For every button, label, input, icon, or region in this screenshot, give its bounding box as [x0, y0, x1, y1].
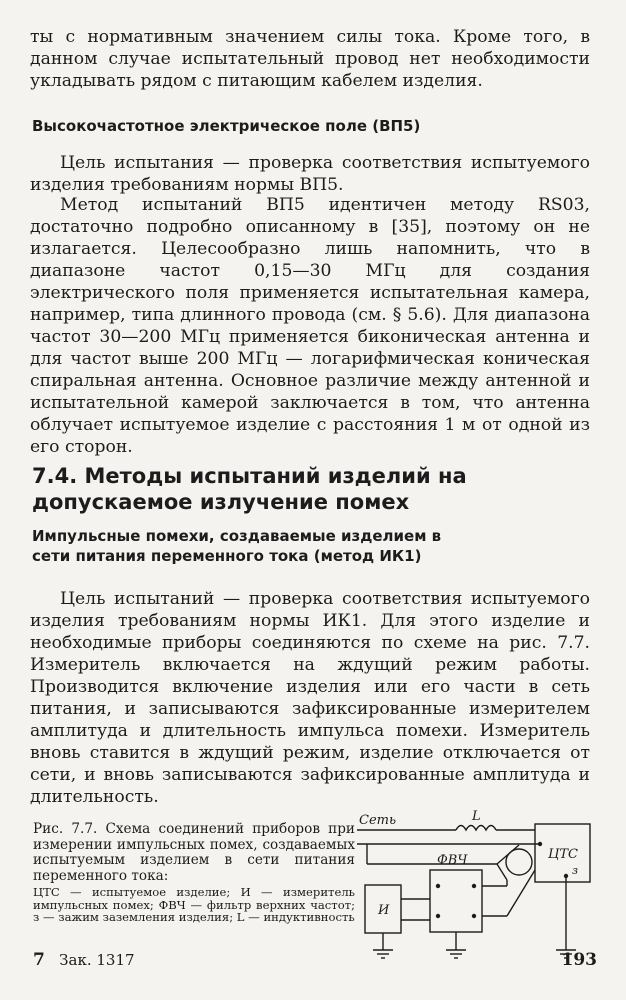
label-inductance: L — [472, 809, 481, 824]
label-ground-terminal: з — [572, 864, 578, 877]
wire-d — [497, 864, 507, 880]
page-footer — [33, 950, 597, 974]
junction-circle — [506, 849, 532, 875]
terminal-ground — [564, 874, 568, 878]
figure-7-7 — [357, 800, 602, 970]
printer-signature — [33, 950, 135, 970]
label-filter: ФВЧ — [437, 853, 468, 868]
filter-terminal-3 — [436, 914, 440, 918]
wire-to-device — [507, 870, 535, 916]
figure-caption-block — [33, 822, 355, 924]
label-network: Сеть — [359, 813, 397, 828]
filter-terminal-2 — [472, 884, 476, 888]
signature-text: Зак. 1317 — [59, 951, 135, 969]
vp5-paragraph-1: Цель испытания — проверка соответствия испытуемого изделия требованиям нормы ВП5. — [30, 153, 590, 195]
filter-box — [430, 870, 482, 932]
page-number: 193 — [561, 950, 597, 970]
inductance-coil — [456, 826, 496, 831]
filter-terminal-4 — [472, 914, 476, 918]
filter-terminal-1 — [436, 884, 440, 888]
section-74-subheading: Импульсные помехи, создаваемые изделием в сети питания переменного тока (метод ИК1) — [32, 527, 442, 565]
figure-legend: ЦТС — испытуемое изделие; И — измеритель импульсных помех; ФВЧ — фильтр верхних частот; з — зажим заземления изделия; L — индуктивность — [33, 885, 355, 925]
label-device: ЦТС — [548, 847, 578, 862]
section-74-heading: 7.4. Методы испытаний изделий на допускаемое излучение помех — [32, 464, 467, 514]
circuit-diagram — [357, 800, 602, 970]
signature-number: 7 — [33, 950, 45, 970]
vp5-paragraph-2: Метод испытаний ВП5 идентичен методу RS03, достаточно подробно описанному в [35], поэтому он не излагается. Целесообразно лишь напомнить, что в диапазоне частот 0,15—30 МГц для создания электрического поля применяется испытательная камера, например, типа длинного провода (см. § 5.6). Для диапазона частот 30—200 МГц применяется биконическая антенна и для частот выше 200 МГц — логарифмическая коническая спиральная антенна. Основное различие между антенной и испытательной камерой заключается в том, что антенна облучает испытуемое изделие с расстояния 1 м от одной из его сторон. — [30, 195, 590, 457]
intro-paragraph: ты с нормативным значением силы тока. Кроме того, в данном случае испытательный провод нет необходимости укладывать рядом с питающим кабелем изделия. — [30, 27, 590, 91]
figure-caption: Рис. 7.7. Схема соединений приборов при измерении импульсных помех, создаваемых испытуемым изделием в сети питания переменного тока: — [33, 821, 355, 884]
heading-vp5: Высокочастотное электрическое поле (ВП5) — [32, 117, 421, 135]
section-74-paragraph: Цель испытаний — проверка соответствия испытуемого изделия требованиям нормы ИК1. Для этого изделие и необходимые приборы соединяются по схеме на рис. 7.7. Измеритель включается на ждущий режим работы. Производится включение изделия или его части в сеть питания, и записываются зафиксированные измерителем амплитуда и длительность импульса помехи. Измеритель вновь ставится в ждущий режим, изделие отключается от сети, и вновь записываются зафиксированные амплитуда и длительность. — [30, 589, 590, 807]
label-meter: И — [378, 903, 390, 918]
terminal-device-in — [538, 842, 542, 846]
